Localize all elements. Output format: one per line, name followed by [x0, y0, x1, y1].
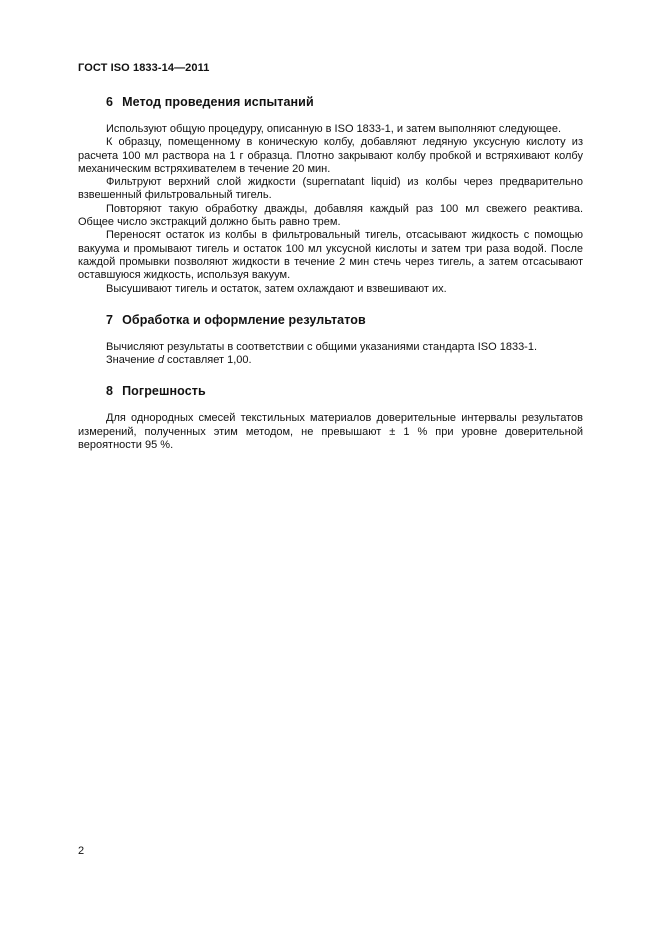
- page-content: [78, 62, 583, 452]
- section-title: Обработка и оформление результатов: [122, 312, 366, 327]
- paragraph: Используют общую процедуру, описанную в ISO 1833-1, и затем выполняют следующее.: [106, 123, 562, 135]
- section-results-processing: [78, 313, 583, 368]
- paragraph: К образцу, помещенному в коническую колбу, добавляют ледяную уксусную кислоту из расчета 100 мл раствора на 1 г образца. Плотно закрывают колбу пробкой и встряхивают колбу механическим встряхивателем в течение 20 мин.: [78, 136, 583, 175]
- document-header: ГОСТ ISO 1833-14—2011: [78, 62, 210, 74]
- section-number: 8: [106, 384, 114, 399]
- d-symbol: d: [157, 354, 164, 367]
- section-heading: [78, 384, 583, 398]
- paragraph: Высушивают тигель и остаток, затем охлаждают и взвешивают их.: [106, 282, 447, 295]
- d-line-pre: Значение: [106, 354, 158, 367]
- d-line-post: составляет 1,00.: [163, 354, 252, 367]
- paragraph: Для однородных смесей текстильных материалов доверительные интервалы результатов измерений, полученных этим методом, не превышают ± 1 % при уровне доверительной вероятности 95 %.: [78, 412, 583, 452]
- section-number: 7: [106, 312, 114, 327]
- paragraph-d-value: [78, 354, 583, 367]
- paragraph: Вычисляют результаты в соответствии с общими указаниями стандарта ISO 1833-1.: [106, 340, 538, 353]
- section-heading: [78, 313, 583, 327]
- section-number: 6: [106, 95, 114, 109]
- paragraph: Повторяют такую обработку дважды, добавляя каждый раз 100 мл свежего реактива. Общее число экстракций должно быть равно трем.: [78, 202, 583, 229]
- section-accuracy: [78, 384, 583, 452]
- section-title: Погрешность: [122, 384, 206, 399]
- section-test-method: [78, 95, 583, 296]
- page-number: 2: [78, 845, 85, 857]
- section-heading: [78, 95, 583, 109]
- paragraph: Фильтруют верхний слой жидкости (supernatant liquid) из колбы через предварительно взвешенный фильтровальный тигель.: [78, 176, 583, 202]
- section-title: Метод проведения испытаний: [122, 95, 314, 109]
- paragraph: Переносят остаток из колбы в фильтровальный тигель, отсасывают жидкость с помощью вакуума и промывают тигель и остаток 100 мл уксусной кислоты и затем три раза водой. После каждой промывки позволяют жидкости в течение 2 мин стечь через тигель, а затем отсасывают оставшуюся жидкость, используя вакуум.: [78, 229, 583, 282]
